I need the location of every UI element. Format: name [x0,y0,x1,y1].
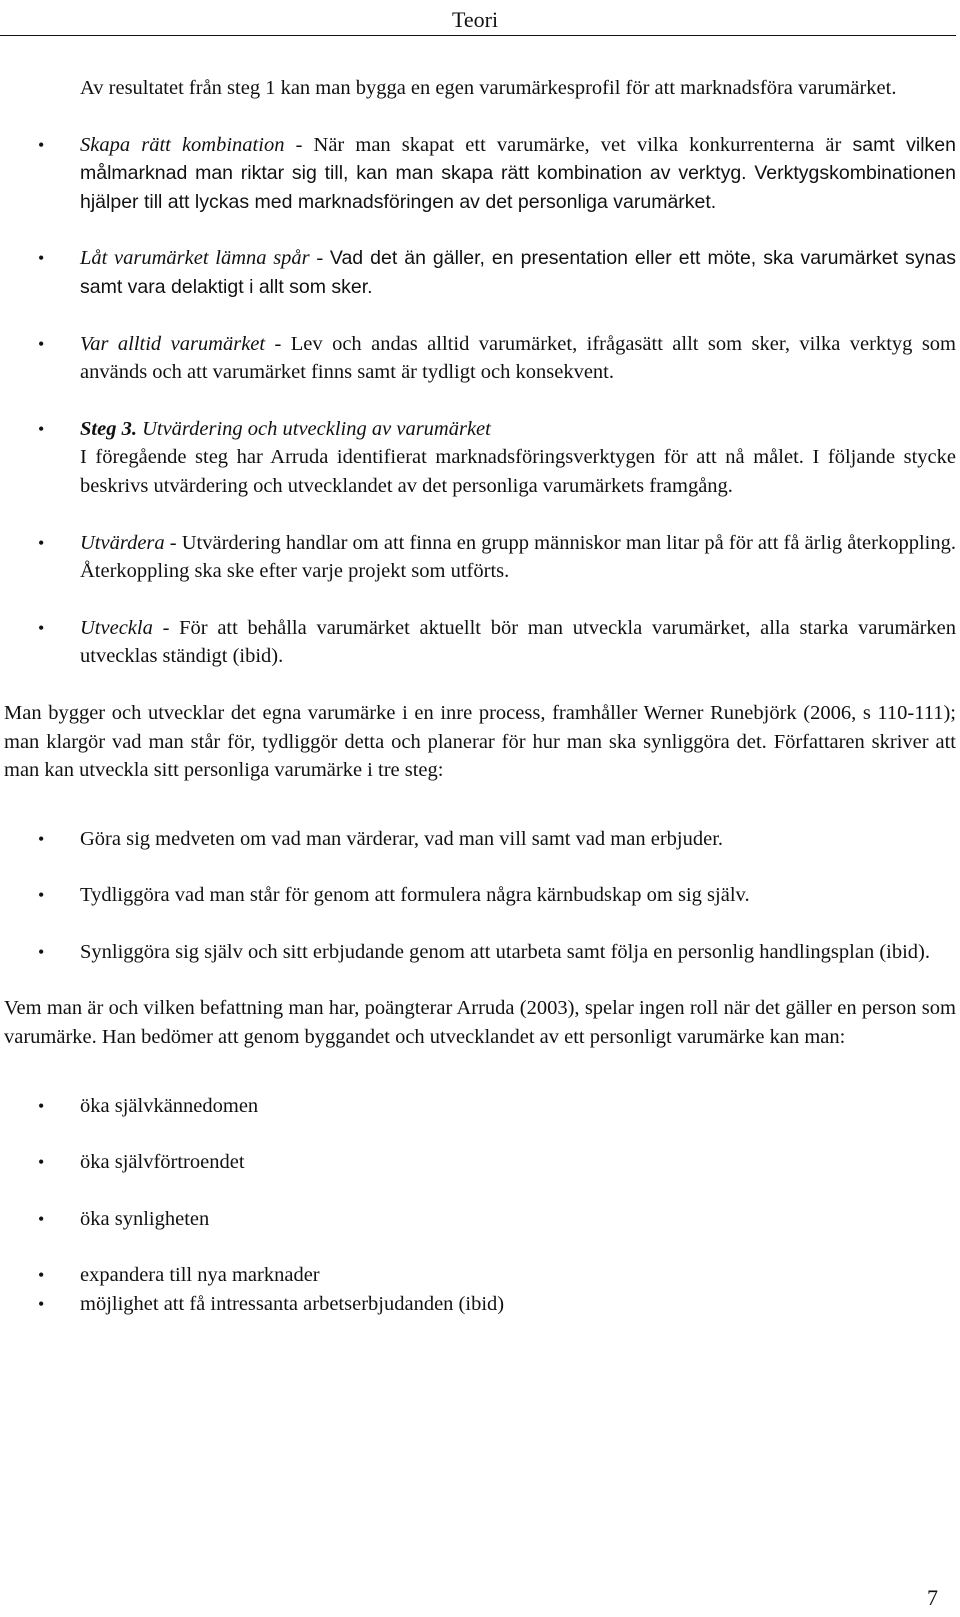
list-item [4,244,956,301]
body-paragraph: Man bygger och utvecklar det egna varumärke i en inre process, framhåller Werner Runebjörk (2006, s 110-111); man klargör vad man står för, tydliggör detta och planerar för hur man ska synliggöra det. Författaren skriver att man kan utveckla sitt personliga varumärke i tre steg: [4,701,956,782]
bullet-icon: • [38,418,45,439]
bullet-icon: • [38,1095,45,1116]
step-text: Synliggöra sig själv och sitt erbjudande genom att utarbeta samt följa en personlig handlingsplan (ibid). [80,940,930,963]
list-item [4,529,956,586]
bullet-text: När man skapat ett varumärke, vet vilka konkurrenterna är [313,133,853,156]
bullet-text: Utvärdering handlar om att finna en grupp människor man litar på för att få ärlig återkoppling. Återkoppling ska ske efter varje projekt som utförts. [80,531,957,583]
bullet-icon: • [38,885,45,906]
benefit-text: öka synligheten [80,1207,210,1230]
bullet-icon: • [38,1265,45,1286]
benefit-text: möjlighet att få intressanta arbetserbjudanden (ibid) [80,1293,505,1316]
list-item [4,1148,956,1177]
bullet-icon: • [38,1208,45,1229]
list-item [4,1092,956,1121]
bullet-icon: • [38,1294,45,1315]
bullet-lead: Låt varumärket lämna spår [80,247,310,270]
bullet-separator: - [164,531,182,554]
bullet-lead: Skapa rätt kombination [80,133,285,156]
benefit-text: öka självkännedomen [80,1094,259,1117]
list-item [4,1261,956,1290]
list-item [4,825,956,854]
step-heading: Utvärdering och utveckling av varumärket [136,417,491,440]
bullet-icon: • [38,134,45,155]
list-item [4,614,956,671]
bullet-icon: • [38,532,45,553]
bullet-separator: - [284,133,314,156]
intro-paragraph: Av resultatet från steg 1 kan man bygga en egen varumärkesprofil för att marknadsföra varumärket. [80,77,897,99]
bullet-text-sans: samt vilken målmarknad man riktar sig till, kan man skapa rätt kombination av verktyg. Verktygskombinationen hjälper till att lyckas med marknadsföringen av det personliga varumärket. [80,133,956,213]
page-header [0,0,960,38]
bullet-icon: • [38,333,45,354]
bullet-icon: • [38,828,45,849]
benefit-text: expandera till nya marknader [80,1264,320,1287]
page-number: 7 [927,1585,938,1610]
bullet-lead: Utvärdera [80,531,165,554]
list-item [4,938,956,967]
bullet-lead: Var alltid varumärket [80,332,266,355]
bullet-lead: Utveckla [80,616,153,639]
bullet-separator: - [309,247,330,270]
bullet-text: För att behålla varumärket aktuellt bör man utveckla varumärket, alla starka varumärken utvecklas ständigt (ibid). [80,616,957,668]
step-heading-number: Steg 3. [80,417,137,440]
benefit-text: öka självförtroendet [80,1151,245,1174]
list-item [4,330,956,387]
bullet-icon: • [38,941,45,962]
list-item [4,415,956,501]
bullet-text: I föregående steg har Arruda identifierat marknadsföringsverktygen för att nå målet. I följande stycke beskrivs utvärdering och utvecklandet av det personliga varumärkets framgång. [80,446,956,497]
bullet-text-sans: Vad det än gäller, en presentation eller ett möte, ska varumärket synas samt vara delaktigt i allt som sker. [80,247,956,298]
bullet-icon: • [38,248,45,269]
step-text: Tydliggöra vad man står för genom att formulera några kärnbudskap om sig själv. [80,884,750,907]
bullet-separator: - [265,332,291,355]
bullet-text: Lev och andas alltid varumärket, ifrågasätt allt som sker, vilka verktyg som används och att varumärket finns samt är tydligt och konsekvent. [80,332,957,384]
list-item [4,881,956,910]
list-item [4,131,956,217]
header-rule [0,35,956,36]
list-item [4,1290,956,1319]
page-content [4,74,956,1319]
bullet-separator: - [152,616,180,639]
header-title: Teori [452,7,499,32]
list-item [4,1205,956,1234]
step-text: Göra sig medveten om vad man värderar, vad man vill samt vad man erbjuder. [80,827,724,850]
body-paragraph: Vem man är och vilken befattning man har, poängterar Arruda (2003), spelar ingen roll när det gäller en person som varumärke. Han bedömer att genom byggandet och utvecklandet av ett personligt varumärke kan man: [4,997,956,1049]
bullet-icon: • [38,617,45,638]
bullet-icon: • [38,1152,45,1173]
